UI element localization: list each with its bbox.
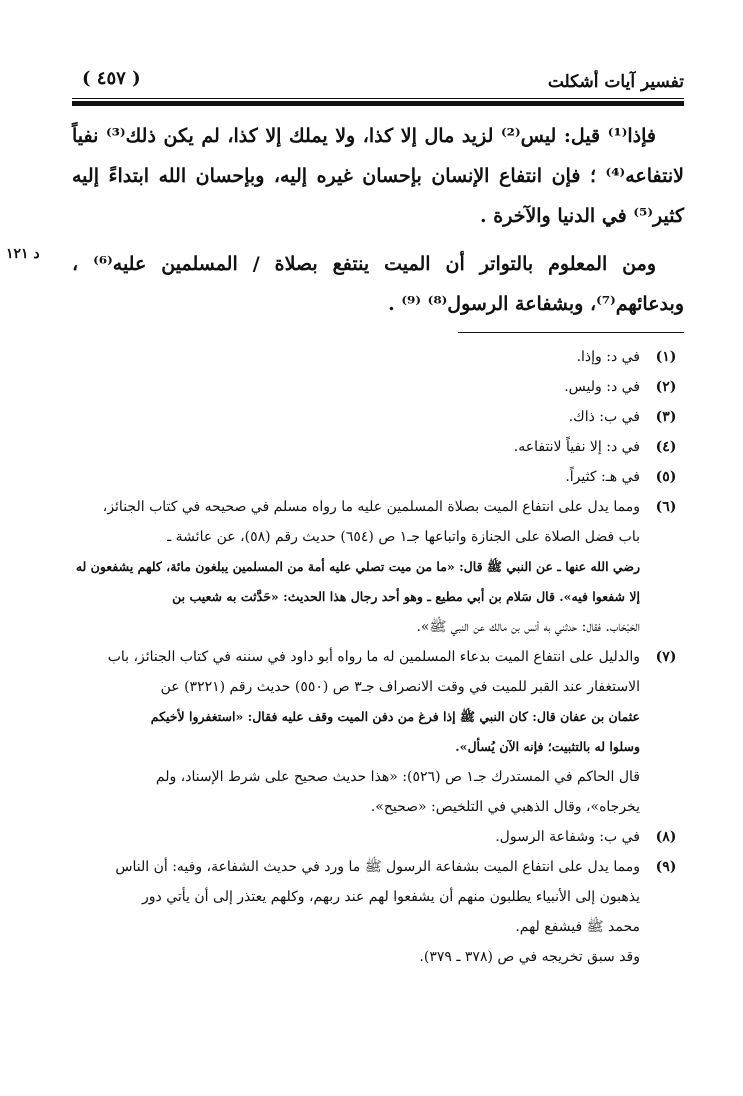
footnote-line: في ب: ذاك. [568, 409, 640, 425]
footnote-line: في د: وليس. [564, 379, 640, 395]
header-rule-thin [72, 98, 684, 99]
footnote-number: (٧) [655, 649, 677, 665]
footnote-line: ومما يدل على انتفاع الميت بشفاعة الرسول ﷺ ما ورد في حديث الشفاعة، وفيه: أن الناس [115, 859, 640, 875]
footnote-number: (٥) [655, 469, 677, 485]
footnote-number: (٤) [655, 439, 677, 455]
page-header [72, 60, 684, 100]
footnote-number: (٩) [655, 859, 677, 875]
footnote-line: قال الحاكم في المستدرك جـ١ ص (٥٢٦): «هذا حديث صحيح على شرط الإسناد، ولم [155, 769, 640, 785]
main-text [72, 116, 684, 324]
footnote-line: في هـ: كثيراً. [565, 469, 640, 485]
footnote-line: وقد سبق تخريجه في ص (٣٧٨ ـ ٣٧٩). [419, 949, 640, 965]
body-paragraph-1: فإذا⁽¹⁾ قيل: ليس⁽²⁾ لزيد مال إلا كذا، ولا يملك إلا كذا، لم يكن ذلك⁽³⁾ نفياً لانتفاعه⁽⁴⁾ ؛ فإن انتفاع الإنسان بإحسان غيره إليه، وبإحسان الله ابتداءً إليه كثير⁽⁵⁾ في الدنيا والآخرة . [72, 125, 684, 227]
footnote-line: يخرجاه»، وقال الذهبي في التلخيص: «صحيح». [370, 799, 640, 815]
footnote-line: رضي الله عنها ـ عن النبي ﷺ قال: «ما من ميت تصلي عليه أمة من المسلمين يبلغون مائة، كلهم يشفعون له [75, 559, 640, 574]
footnote-number: (٣) [655, 409, 677, 425]
footnote-line: الاستغفار عند القبر للميت في وقت الانصراف جـ٣ ص (٥٥٠) حديث رقم (٣٢٢١) عن [160, 679, 640, 695]
header-rule [72, 101, 684, 106]
page-number: ( ٤٥٧ ) [82, 68, 141, 89]
running-title: تفسير آيات أشكلت [547, 72, 684, 92]
footnote-number: (٦) [655, 499, 677, 515]
footnote-line: عثمان بن عفان قال: كان النبي ﷺ إذا فرغ من دفن الميت وقف عليه فقال: «استغفروا لأخيكم [150, 709, 640, 724]
footnote-line: في ب: وشفاعة الرسول. [495, 829, 640, 845]
footnote-line: الحَبْحَاب. فقال: حدثني به أنس بن مالك عن النبي ﷺ». [416, 619, 640, 635]
body-paragraph-2: ومن المعلوم بالتواتر أن الميت ينتفع بصلاة / المسلمين عليه⁽⁶⁾ ، وبدعائهم⁽⁷⁾، وبشفاعة الرسول⁽⁸⁾ ⁽⁹⁾ . [72, 253, 684, 315]
footnote-item [72, 642, 684, 822]
footnote-line: محمد ﷺ فيشفع لهم. [515, 919, 640, 935]
footnote-item [72, 462, 684, 492]
footnote-line: في د: إلا نفياً لانتفاعه. [513, 439, 640, 455]
footnote-line: وسلوا له بالتثبيت؛ فإنه الآن يُسأل». [455, 739, 640, 754]
footnote-item [72, 822, 684, 852]
footnote-item [72, 852, 684, 972]
footnote-item [72, 372, 684, 402]
footnote-number: (٢) [655, 379, 677, 395]
footnote-separator [458, 332, 684, 333]
footnote-number: (٨) [655, 829, 677, 845]
footnote-item [72, 492, 684, 642]
footnote-number: (١) [655, 349, 677, 365]
footnote-line: إلا شفعوا فيه». قال سَلام بن أبي مطيع ـ وهو أحد رجال هذا الحديث: «حَدَّثت به شعيب بن [172, 589, 640, 604]
footnote-line: والدليل على انتفاع الميت بدعاء المسلمين له ما رواه أبو داود في سننه في كتاب الجنائز، باب [107, 649, 640, 665]
footnote-line: في د: وإذا. [576, 349, 640, 365]
footnote-item [72, 432, 684, 462]
footnotes [72, 342, 684, 972]
footnote-line: يذهبون إلى الأنبياء يطلبون منهم أن يشفعوا لهم عند ربهم، وكلهم يعتذر إلى أن يأتي دور [142, 889, 640, 905]
margin-manuscript-note: د ١٢١ [6, 246, 40, 262]
footnote-item [72, 342, 684, 372]
footnote-line: باب فضل الصلاة على الجنازة واتباعها جـ١ ص (٦٥٤) حديث رقم (٥٨)، عن عائشة ـ [167, 529, 640, 545]
footnote-item [72, 402, 684, 432]
footnote-line: ومما يدل على انتفاع الميت بصلاة المسلمين عليه ما رواه مسلم في صحيحه في كتاب الجنائز، [102, 499, 640, 515]
